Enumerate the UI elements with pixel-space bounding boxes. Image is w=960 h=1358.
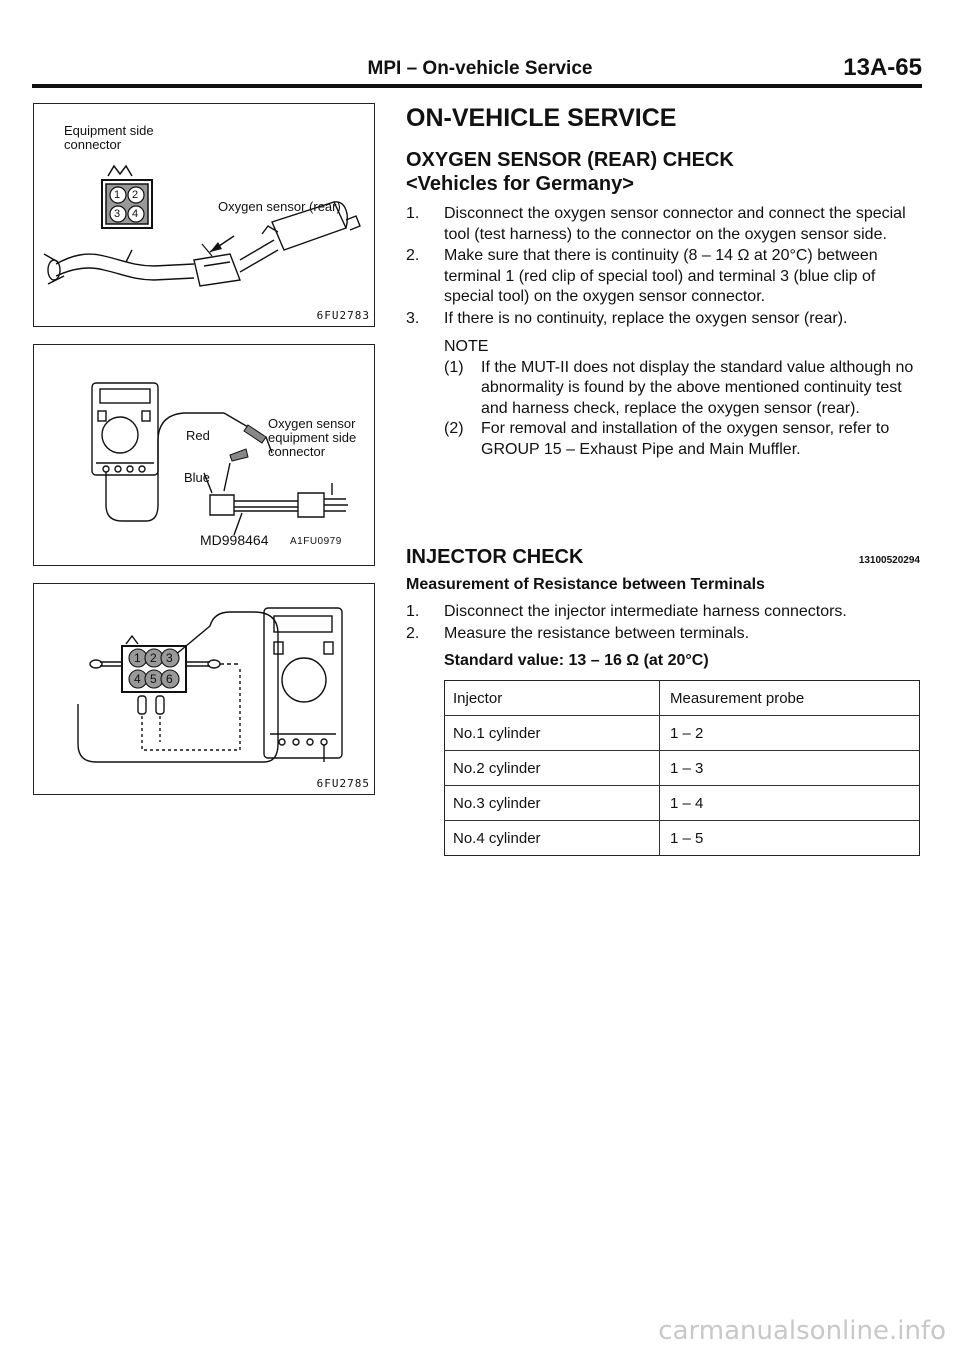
table-header: Measurement probe: [660, 681, 920, 716]
list-item: [406, 624, 920, 645]
pin-4: 4: [132, 208, 139, 220]
table-header: Injector: [445, 681, 660, 716]
pin-2: 2: [132, 189, 139, 201]
table-cell: 1 – 5: [660, 821, 920, 856]
note-block: [406, 337, 920, 460]
pin-3: 3: [114, 208, 121, 220]
figure-code: 6FU2783: [316, 309, 370, 322]
table-cell: No.4 cylinder: [453, 829, 541, 847]
step-text: Make sure that there is continuity (8 – 14 Ω at 20°C) between terminal 1 (red clip of special tool) and terminal 3 (blue clip of special tool) on the oxygen sensor connector.: [444, 247, 878, 305]
step-number: 2.: [406, 624, 420, 642]
header-rule: [32, 84, 922, 88]
table-cell: No.2 cylinder: [445, 751, 660, 786]
label-oxygen-sensor-connector: Oxygen sensor equipment side connector: [268, 416, 357, 459]
pin-1: 1: [114, 189, 121, 201]
table-header-row: [445, 681, 920, 716]
pin-6: 6: [166, 672, 173, 686]
note-item: [444, 358, 920, 420]
resistance-table: [444, 680, 920, 856]
note-item: [444, 419, 920, 460]
list-item: [406, 309, 920, 330]
pin-3: 3: [166, 651, 173, 665]
oxygen-check-steps: [406, 204, 920, 329]
oxygen-check-title: OXYGEN SENSOR (REAR) CHECK: [406, 149, 734, 171]
injector-check-title: INJECTOR CHECK: [406, 546, 584, 568]
step-number: 1.: [406, 205, 420, 222]
table-cell: 1 – 3: [660, 751, 920, 786]
step-number: 2.: [406, 247, 420, 264]
label-blue-clip: Blue: [184, 470, 211, 485]
figure-code: A1FU0979: [290, 536, 342, 547]
injector-check-code: 13100520294: [858, 555, 920, 566]
table-row: [445, 751, 920, 786]
list-item: [406, 204, 920, 245]
figure-injector-measurement: [33, 583, 375, 795]
standard-value: Standard value: 13 – 16 Ω (at 20°C): [444, 652, 709, 669]
figure-continuity-test: [33, 344, 375, 566]
step-text: Measure the resistance between terminals.: [444, 624, 750, 642]
label-equipment-side-connector: Equipment side connector: [64, 123, 154, 152]
label-oxygen-sensor-rear: Oxygen sensor (rear): [218, 199, 341, 214]
injector-check-subtitle: Measurement of Resistance between Terminals: [406, 576, 765, 593]
step-number: 1.: [406, 603, 420, 620]
figure-oxygen-sensor-location: [33, 103, 375, 327]
note-number: (2): [444, 420, 464, 437]
watermark: carmanualsonline.info: [658, 1316, 946, 1346]
section-title: ON-VEHICLE SERVICE: [406, 104, 677, 132]
step-text: Disconnect the oxygen sensor connector and connect the special tool (test harness) to the connector on the oxygen sensor side.: [444, 205, 906, 243]
note-text: For removal and installation of the oxygen sensor, refer to GROUP 15 – Exhaust Pipe and Main Muffler.: [481, 420, 890, 458]
table-row: [445, 716, 920, 751]
figure-code: 6FU2785: [316, 777, 370, 790]
injector-tester-illustration: [34, 584, 374, 794]
injector-check-steps: [406, 602, 920, 644]
list-item: [406, 246, 920, 308]
list-item: [406, 602, 920, 623]
oxygen-check-subtitle: <Vehicles for Germany>: [406, 173, 634, 195]
note-number: (1): [444, 358, 464, 376]
label-red-clip: Red: [186, 428, 210, 443]
table-cell: 1 – 4: [660, 786, 920, 821]
table-row: [445, 821, 920, 856]
step-text: If there is no continuity, replace the oxygen sensor (rear).: [444, 309, 848, 327]
page-number: 13A-65: [843, 54, 922, 81]
pin-4: 4: [134, 672, 141, 686]
step-text: Disconnect the injector intermediate harness connectors.: [444, 603, 847, 620]
table-row: [445, 786, 920, 821]
step-number: 3.: [406, 309, 420, 327]
page-header-title: MPI – On-vehicle Service: [367, 58, 593, 79]
note-text: If the MUT-II does not display the standard value although no abnormality is found by the above mentioned continuity test and harness check, replace the oxygen sensor (rear).: [481, 358, 914, 417]
label-special-tool: MD998464: [200, 532, 269, 548]
pin-1: 1: [134, 651, 141, 665]
table-cell: No.1 cylinder: [445, 716, 660, 751]
note-label: NOTE: [444, 338, 489, 355]
injector-check-heading: [406, 546, 920, 569]
pin-2: 2: [150, 651, 157, 665]
table-cell: No.3 cylinder: [445, 786, 660, 821]
table-cell: 1 – 2: [660, 716, 920, 751]
pin-5: 5: [150, 672, 157, 686]
main-content: [406, 100, 920, 856]
